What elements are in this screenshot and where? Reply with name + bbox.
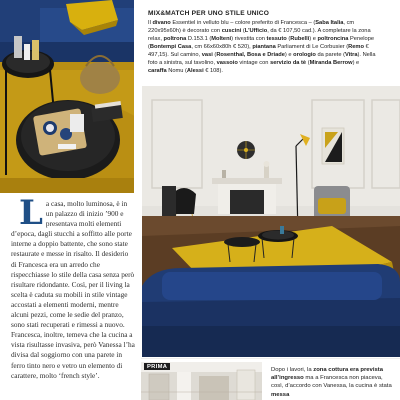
photo-living-room-image — [142, 86, 400, 357]
sidebar-paragraph: Il divano Essentiel in velluto blu – colore preferito di Francesca – (Saba Italia, cm 220x95x60h) è decorato con cuscini (L’Ufficio, da € 107,50 cad.). A completare la zona relax, poltrona D.153.1 (Molteni) rivestita con tessuto (Rubelli) e poltroncina Penelope (Bontempi Casa, cm 66x60x80h € 520), piantana Parliament di Le Corbusier (Remo € 497,15). Sul camino, vasi (Rosenthal, Bosa e Driade) e orologio da parete (Vitra). Nella foto a sinistra, sul tavolino, vassoio vintage con servizio da tè (Miranda Berrow) e caraffa Nomu (Alessi € 108). — [148, 20, 376, 74]
drop-cap: L — [19, 199, 43, 233]
photo-before — [141, 362, 262, 400]
photo-sofa-bar-cart — [0, 0, 134, 193]
article-body-text: a casa, molto luminosa, è in un palazzo di inizio ’900 e presentava molti elementi d’epoca, dagli stucchi a soffitto alle porte interne a doppio battente, che sono state restaurate e messe in risalto. Il desiderio di Francesca era un arredo che rispecchiasse lo stile della casa senza però risultare ridondante. Così, per il living la scelta è caduta su mobili in stile vintage accostati a elementi moderni, mentre alcuni pezzi, come le sedie del pranzo, sono stati recuperati e rimessi a nuovo. Francesca, inoltre, temeva che la cucina a vista risultasse invasiva, però Vanessa l’ha divisa dal soggiorno con una parete in ferro tinto nero e vetro un elemento di carattere, molto ‘french style’. — [11, 199, 135, 380]
before-tag: PRIMA — [144, 363, 170, 370]
article-body-paragraph — [11, 199, 135, 381]
mix-match-sidebar — [148, 9, 376, 75]
divider — [141, 358, 400, 359]
photo-caption: Dopo i lavori, la zona cottura era prevista all’ingresso ma a Francesca non piaceva, così, d’accordo con Vanessa, la cucina è stata messa — [271, 367, 392, 398]
photo-living-room — [142, 86, 400, 357]
article-body-column — [11, 199, 135, 400]
photo-sofa-bar-cart-image — [0, 0, 134, 193]
sidebar-title: MIX&MATCH PER UNO STILE UNICO — [148, 10, 270, 17]
